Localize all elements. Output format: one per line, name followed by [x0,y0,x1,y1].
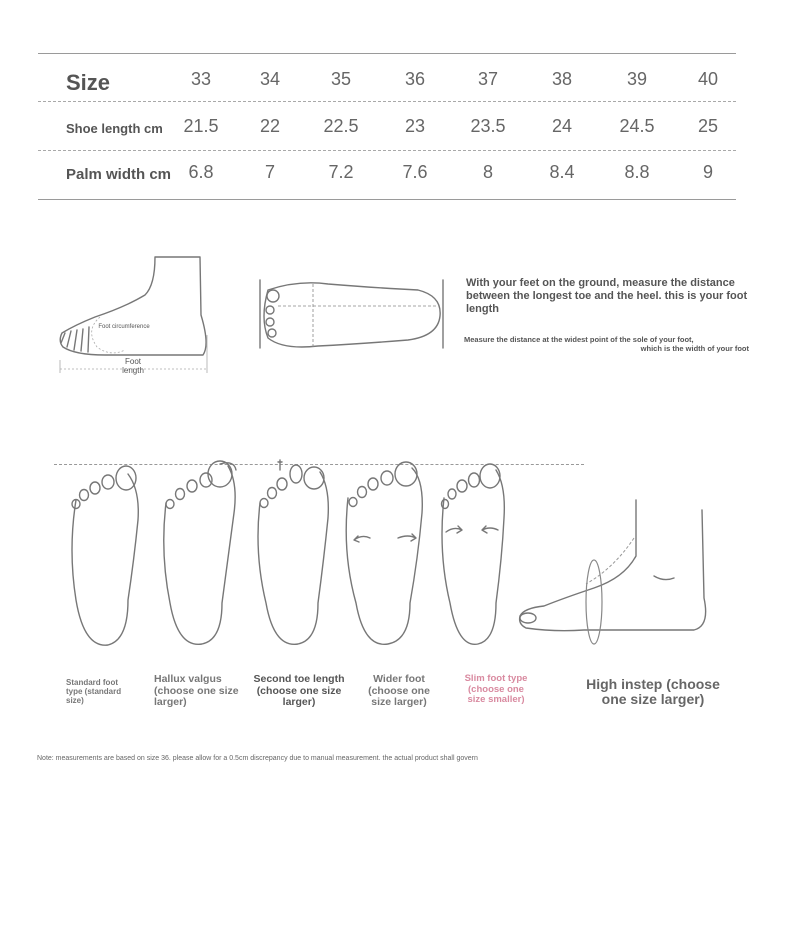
table-cell: 38 [551,69,573,89]
second-toe-foot-icon [252,458,342,648]
wider-foot-icon [342,458,432,648]
sole-foot-illustration [258,278,448,353]
table-cell: 8.8 [624,162,650,182]
slim-foot-icon [436,458,516,648]
foot-width-instruction [464,335,749,353]
table-cell: 24 [551,116,573,136]
table-cell: 6.8 [188,162,214,182]
table-cell: 8 [482,162,493,182]
foot-width-instruction-line1: Measure the distance at the widest point of the sole of your foot, [464,335,694,344]
table-cell: 22.5 [323,116,359,136]
table-cell: 37 [477,69,499,89]
row-label-size: Size [66,70,111,95]
table-cell: 22 [259,116,281,136]
foot-type-label-second-toe: Second toe length (choose one size larger) [253,673,345,708]
table-bottom-rule [38,199,736,200]
table-cell: 7 [264,162,275,182]
foot-length-instruction: With your feet on the ground, measure the distance between the longest toe and the heel. this is your foot length [466,277,748,315]
table-cell: 40 [697,69,719,89]
table-cell: 35 [330,69,352,89]
measurement-note: Note: measurements are based on size 36. please allow for a 0.5cm discrepancy due to manual measurement. the actual product shall govern [37,755,478,762]
table-cell: 8.4 [549,162,575,182]
foot-circumference-label: Foot circumference [98,324,150,330]
foot-type-label-slim: Slim foot type (choose one size smaller) [464,673,528,705]
table-divider [38,150,736,151]
foot-width-instruction-line2: which is the width of your foot [640,344,749,353]
hallux-foot-icon [158,458,248,648]
table-cell: 7.6 [402,162,428,182]
table-cell: 23.5 [470,116,506,136]
row-label-shoe-length: Shoe length cm [66,121,163,136]
row-label-palm-width: Palm width cm [66,166,172,183]
table-cell: 33 [190,69,212,89]
table-cell: 25 [697,116,719,136]
foot-type-label-high-instep: High instep (choose one size larger) [586,676,720,707]
table-cell: 9 [702,162,713,182]
table-cell: 39 [626,69,648,89]
table-cell: 24.5 [619,116,655,136]
high-instep-foot-icon [514,498,714,648]
foot-length-label: Foot length [122,357,144,375]
table-cell: 23 [404,116,426,136]
table-cell: 34 [259,69,281,89]
table-top-rule [38,53,736,54]
foot-type-label-hallux: Hallux valgus (choose one size larger) [154,673,239,708]
table-divider [38,101,736,102]
table-cell: 21.5 [183,116,219,136]
foot-type-label-wider: Wider foot (choose one size larger) [368,673,430,708]
standard-foot-icon [66,460,146,650]
table-cell: 36 [404,69,426,89]
table-cell: 7.2 [328,162,354,182]
foot-type-label-standard: Standard foot type (standard size) [66,678,122,705]
